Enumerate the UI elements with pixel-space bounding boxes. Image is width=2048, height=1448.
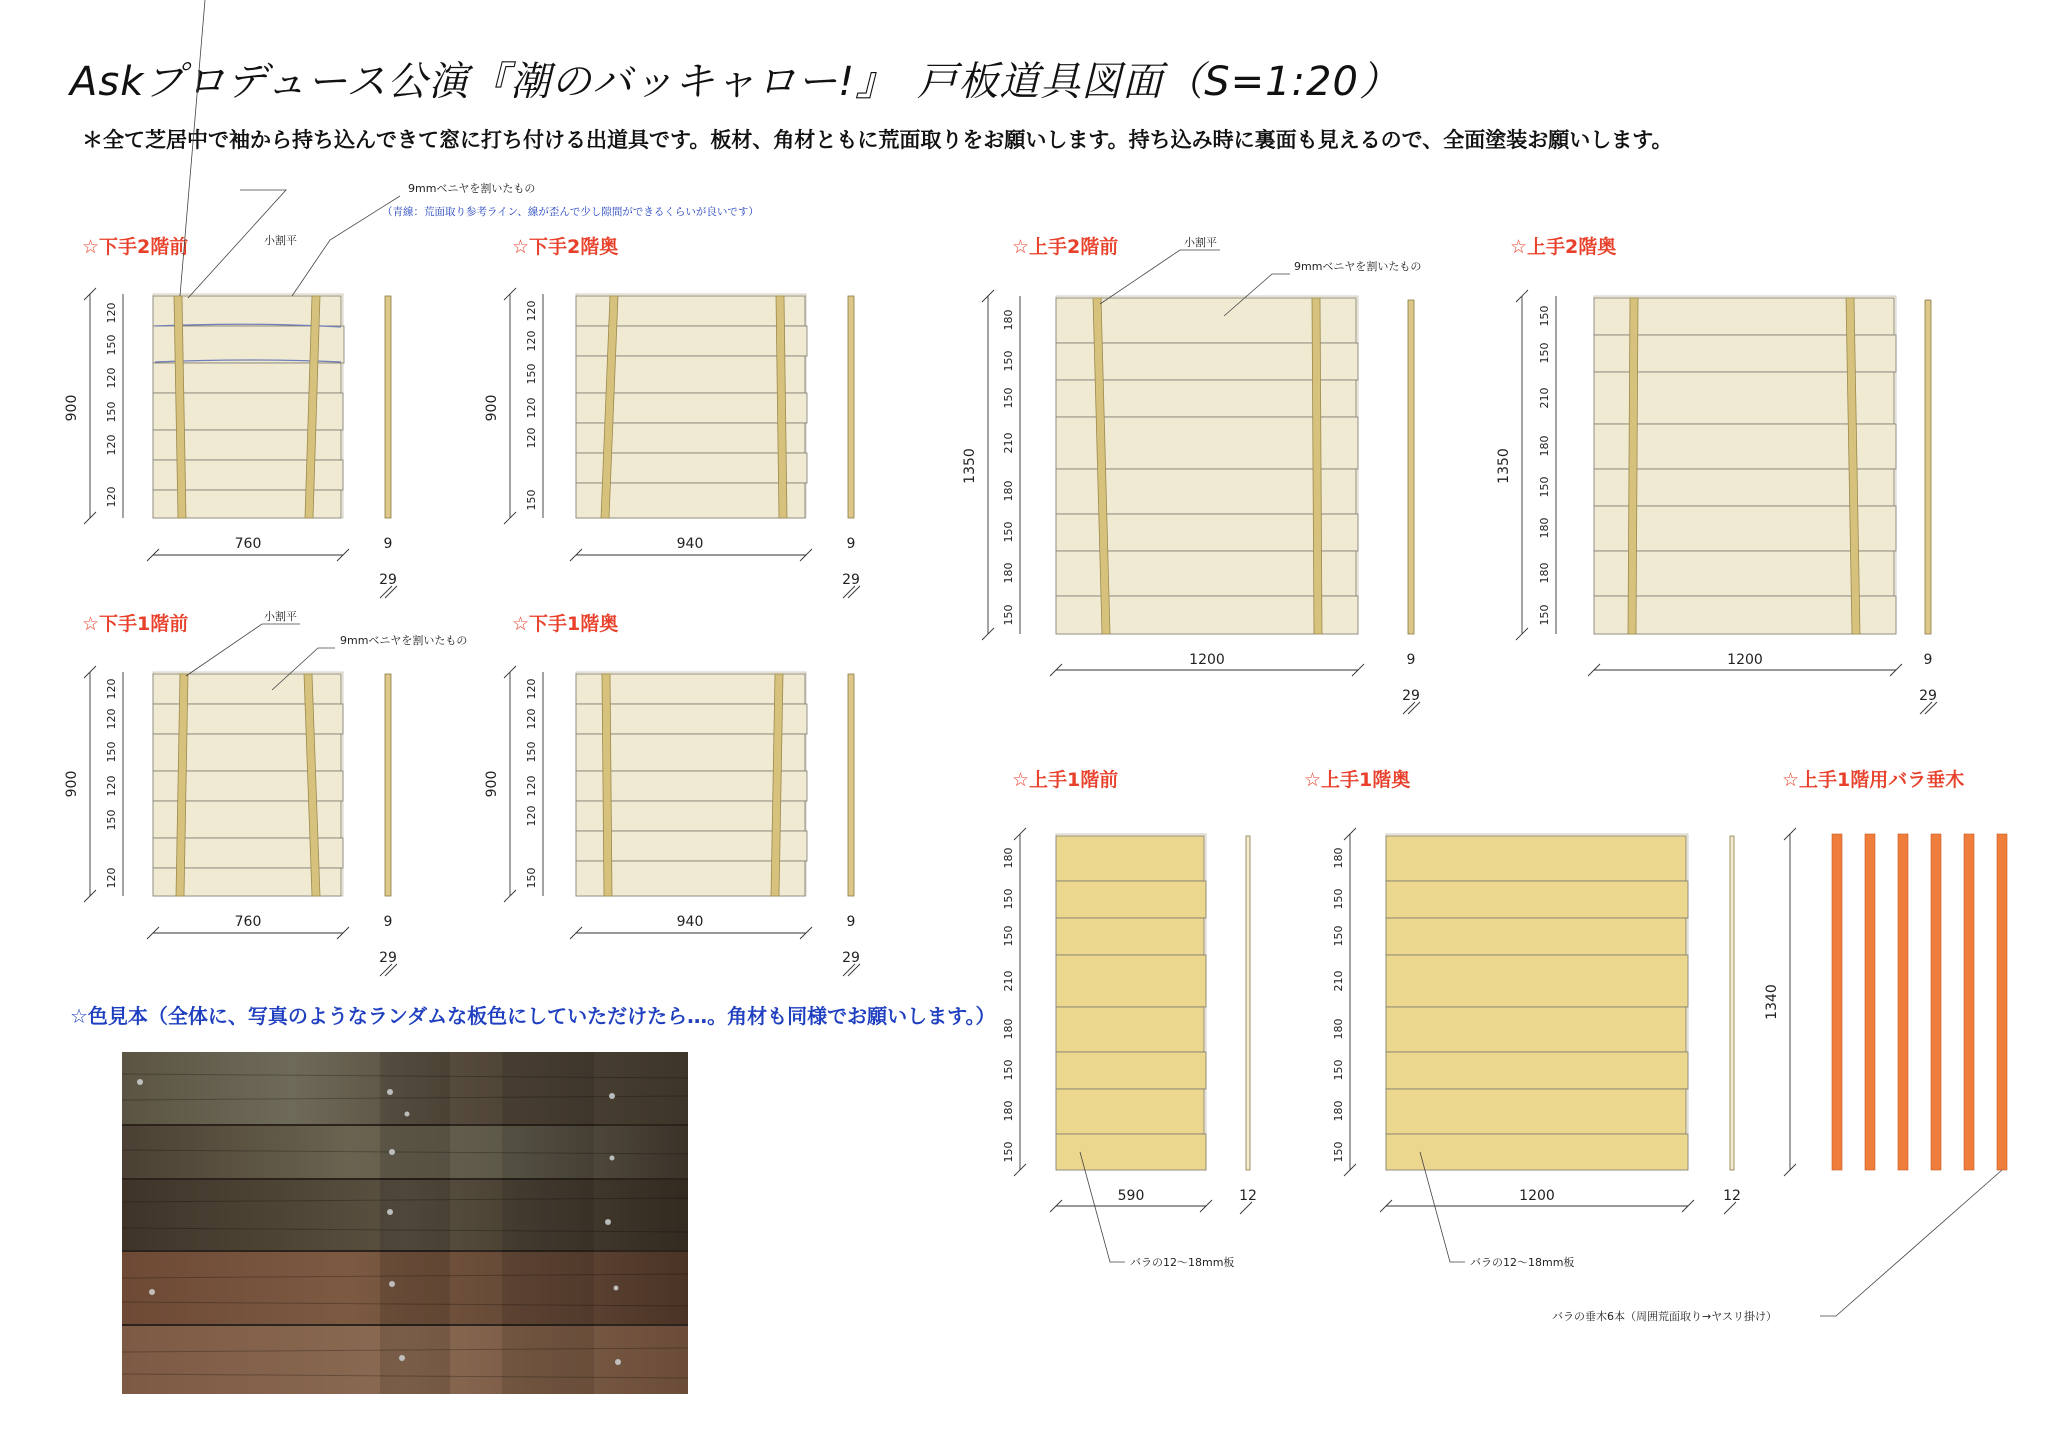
dim-width: 940 xyxy=(676,536,704,552)
dim-row: 210 xyxy=(1002,970,1015,992)
panel-shimote-1f-front xyxy=(64,609,467,976)
dim-row: 150 xyxy=(105,401,118,423)
side-view xyxy=(1408,300,1414,634)
rib-2 xyxy=(1865,834,1875,1170)
plank xyxy=(1594,596,1896,634)
rib-1 xyxy=(1832,834,1842,1170)
dim-thickness: 9 xyxy=(1406,652,1416,668)
side-view xyxy=(385,296,391,518)
rib-5 xyxy=(1964,834,1974,1170)
plank xyxy=(1056,1134,1206,1170)
dim-width: 760 xyxy=(234,914,262,930)
heading-kamite-2f-front: ☆上手2階前 xyxy=(1012,236,1119,258)
dim-width: 1200 xyxy=(1189,652,1225,668)
dim-row: 150 xyxy=(1002,350,1015,372)
dim-width: 1200 xyxy=(1519,1188,1555,1204)
dim-row: 120 xyxy=(105,367,118,389)
heading-kamite-1f-back: ☆上手1階奥 xyxy=(1304,769,1411,791)
rib-3 xyxy=(1898,834,1908,1170)
dim-row: 120 xyxy=(105,708,118,730)
dim-row: 150 xyxy=(1002,521,1015,543)
plank xyxy=(1056,1052,1206,1089)
dim-row: 120 xyxy=(105,486,118,508)
panel-kamite-2f-back xyxy=(1496,290,1937,714)
dim-row: 120 xyxy=(105,434,118,456)
dim-row: 150 xyxy=(1002,1141,1015,1163)
dim-depth: 29 xyxy=(1919,688,1937,704)
rib-6 xyxy=(1997,834,2007,1170)
general-note: ＊全て芝居中で袖から持ち込んできて窓に打ち付ける出道具です。板材、角材ともに荒面取りをお願いします。持ち込み時に裏面も見えるので、全面塗装お願いします。 xyxy=(82,128,1673,152)
dim-row: 120 xyxy=(105,302,118,324)
rib-4 xyxy=(1931,834,1941,1170)
leader-line xyxy=(186,624,300,676)
dim-row: 120 xyxy=(525,805,538,827)
plank xyxy=(1386,1007,1686,1052)
dim-width: 940 xyxy=(676,914,704,930)
panel-kamite-2f-front xyxy=(962,235,1421,714)
dim-thickness: 12 xyxy=(1239,1188,1257,1204)
callout-plywood: 9mmベニヤを割いたもの xyxy=(1294,260,1422,273)
dim-row: 150 xyxy=(525,741,538,763)
plank xyxy=(1056,836,1204,881)
dim-row: 210 xyxy=(1002,432,1015,454)
plank xyxy=(1056,881,1206,918)
side-view xyxy=(1730,836,1734,1170)
dim-row: 180 xyxy=(1538,517,1551,539)
side-view xyxy=(385,674,391,896)
dim-row: 150 xyxy=(105,741,118,763)
dim-row: 120 xyxy=(105,678,118,700)
dim-row: 180 xyxy=(1002,847,1015,869)
heading-shimote-2f-back: ☆下手2階奥 xyxy=(512,236,619,258)
dim-row: 180 xyxy=(1538,562,1551,584)
heading-kamite-2f-back: ☆上手2階奥 xyxy=(1510,236,1617,258)
plank xyxy=(1386,1134,1688,1170)
dim-depth: 29 xyxy=(842,572,860,588)
plank xyxy=(1386,1089,1686,1134)
callout-plywood: 9mmベニヤを割いたもの xyxy=(408,182,536,195)
dim-thickness: 9 xyxy=(383,536,393,552)
dim-row: 180 xyxy=(1332,1100,1345,1122)
dim-row: 120 xyxy=(105,867,118,889)
panel-shimote-1f-back xyxy=(484,666,860,976)
dim-row: 150 xyxy=(1332,1059,1345,1081)
callout-plywood-note: （青線：荒面取り参考ライン、線が歪んで少し隙間ができるくらいが良いです） xyxy=(382,206,759,218)
callout-board: バラの12〜18mm板 xyxy=(1470,1256,1575,1269)
dim-width: 1200 xyxy=(1727,652,1763,668)
panel-shimote-2f-back xyxy=(484,288,860,598)
dim-row: 120 xyxy=(525,300,538,322)
dim-row: 120 xyxy=(105,775,118,797)
plank xyxy=(1386,918,1686,955)
heading-shimote-1f-back: ☆下手1階奥 xyxy=(512,613,619,635)
heading-kamite-1f-ribs: ☆上手1階用バラ垂木 xyxy=(1782,769,1965,791)
dim-depth: 29 xyxy=(379,950,397,966)
callout-batten: 小割平 xyxy=(264,234,297,247)
dim-row: 210 xyxy=(1332,970,1345,992)
callout-batten: 小割平 xyxy=(1184,236,1217,249)
batten xyxy=(1312,298,1322,634)
dim-width: 760 xyxy=(234,536,262,552)
callout-ribs: バラの垂木6本（周囲荒面取り→ヤスリ掛け） xyxy=(1552,1310,1777,1323)
dim-row: 180 xyxy=(1538,435,1551,457)
dim-height: 1340 xyxy=(1764,984,1780,1020)
dim-row: 150 xyxy=(1538,476,1551,498)
dim-row: 120 xyxy=(525,397,538,419)
dim-height: 900 xyxy=(64,394,80,422)
dim-depth: 29 xyxy=(842,950,860,966)
dim-row: 120 xyxy=(525,330,538,352)
dim-row: 150 xyxy=(1332,1141,1345,1163)
leader-line xyxy=(180,0,205,296)
dim-row: 180 xyxy=(1332,847,1345,869)
dim-row: 180 xyxy=(1002,309,1015,331)
plank xyxy=(1056,1089,1204,1134)
heading-shimote-1f-front: ☆下手1階前 xyxy=(82,613,189,635)
dim-row: 150 xyxy=(1332,888,1345,910)
side-view xyxy=(848,296,854,518)
dim-row: 150 xyxy=(1332,925,1345,947)
batten xyxy=(602,674,612,896)
dim-row: 180 xyxy=(1002,562,1015,584)
dim-row: 180 xyxy=(1002,1018,1015,1040)
dim-row: 150 xyxy=(525,867,538,889)
dim-row: 150 xyxy=(525,489,538,511)
drawing-title: Askプロデュース公演『潮のバッキャロー!』 戸板道具図面（S=1:20） xyxy=(70,59,1400,105)
dim-row: 150 xyxy=(1002,925,1015,947)
plank xyxy=(1386,1052,1688,1089)
callout-board: バラの12〜18mm板 xyxy=(1130,1256,1235,1269)
dim-row: 210 xyxy=(1538,387,1551,409)
dim-height: 900 xyxy=(484,394,500,422)
dim-row: 150 xyxy=(105,809,118,831)
dim-row: 180 xyxy=(1332,1018,1345,1040)
dim-row: 150 xyxy=(1002,1059,1015,1081)
dim-row: 150 xyxy=(1002,387,1015,409)
side-view xyxy=(1925,300,1931,634)
side-view xyxy=(1246,836,1250,1170)
dim-thickness: 9 xyxy=(383,914,393,930)
dim-height: 900 xyxy=(64,770,80,798)
dim-depth: 29 xyxy=(1402,688,1420,704)
dim-height: 1350 xyxy=(962,448,978,484)
callout-plywood: 9mmベニヤを割いたもの xyxy=(340,634,468,647)
dim-thickness: 9 xyxy=(846,914,856,930)
dim-row: 150 xyxy=(525,363,538,385)
color-sample-label: ☆色見本（全体に、写真のようなランダムな板色にしていただけたら…。角材も同様でお願いします。） xyxy=(70,1004,996,1028)
dim-row: 150 xyxy=(1538,604,1551,626)
dim-thickness: 9 xyxy=(1923,652,1933,668)
dim-row: 180 xyxy=(1002,480,1015,502)
dim-thickness: 9 xyxy=(846,536,856,552)
plank xyxy=(1056,918,1204,955)
callout-batten: 小割平 xyxy=(264,610,297,623)
dim-row: 120 xyxy=(525,427,538,449)
dim-thickness: 12 xyxy=(1723,1188,1741,1204)
plank xyxy=(1056,1007,1204,1052)
dim-row: 120 xyxy=(525,775,538,797)
batten xyxy=(1628,298,1638,634)
plank xyxy=(1056,955,1206,1007)
panel-kamite-1f-front xyxy=(1002,828,1257,1269)
side-view xyxy=(848,674,854,896)
dim-height: 1350 xyxy=(1496,448,1512,484)
dim-row: 150 xyxy=(1002,888,1015,910)
color-sample-photo xyxy=(122,1052,688,1394)
plank xyxy=(1386,836,1686,881)
heading-kamite-1f-front: ☆上手1階前 xyxy=(1012,769,1119,791)
plank xyxy=(1594,551,1894,596)
plank xyxy=(1386,955,1688,1007)
dim-depth: 29 xyxy=(379,572,397,588)
panel-kamite-1f-back xyxy=(1332,828,1741,1269)
plank xyxy=(1386,881,1688,918)
leader-line xyxy=(1820,1170,2002,1316)
dim-height: 900 xyxy=(484,770,500,798)
dim-row: 150 xyxy=(1538,342,1551,364)
dim-row: 120 xyxy=(525,708,538,730)
dim-row: 150 xyxy=(1538,305,1551,327)
heading-shimote-2f-front: ☆下手2階前 xyxy=(82,236,189,258)
dim-row: 150 xyxy=(105,334,118,356)
dim-row: 180 xyxy=(1002,1100,1015,1122)
dim-row: 150 xyxy=(1002,604,1015,626)
dim-width: 590 xyxy=(1117,1188,1145,1204)
dim-row: 120 xyxy=(525,678,538,700)
